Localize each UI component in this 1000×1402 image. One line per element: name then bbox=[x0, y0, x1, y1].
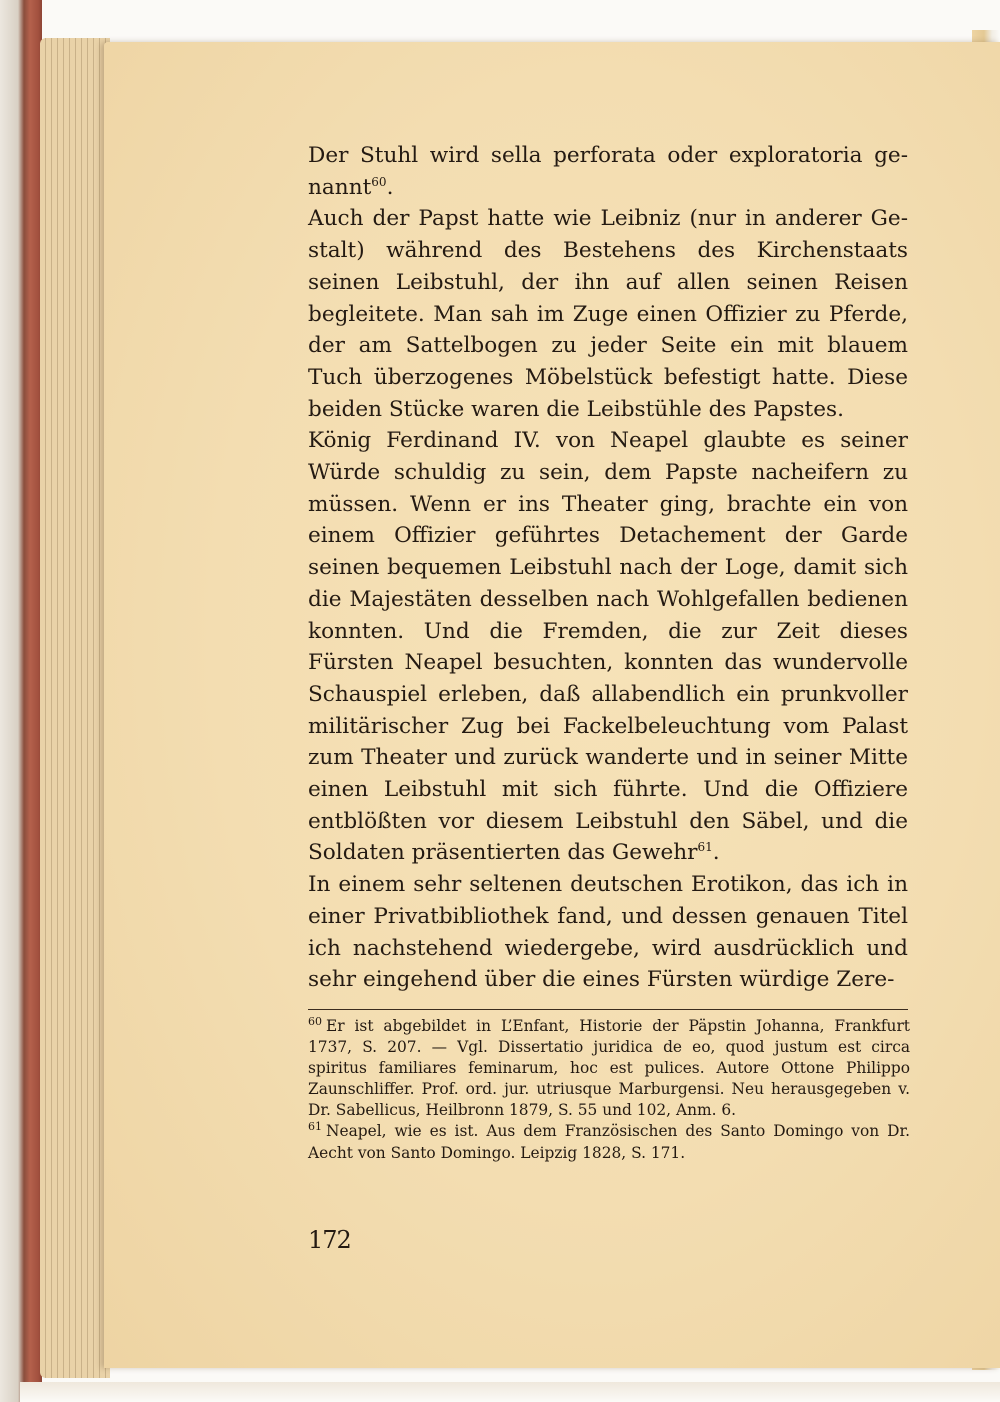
footnote-number: 61 bbox=[308, 1120, 322, 1134]
footnote-divider bbox=[308, 1009, 908, 1010]
paragraph-1-end: . bbox=[386, 174, 394, 200]
footnotes bbox=[308, 1016, 910, 1164]
page-number: 172 bbox=[308, 1226, 351, 1254]
paragraph-2: Auch der Papst hatte wie Leibniz (nur in anderer Gestalt) während des Bestehens des Kirchenstaats seinen Leibstuhl, der ihn auf allen seinen Reisen begleitete. Man sah im Zuge einen Offizier zu Pferde, der am Sattelbogen zu jeder Seite ein mit blauem Tuch überzogenes Möbelstück befestigt hatte. Diese beiden Stücke waren die Leibstühle des Papstes. bbox=[308, 206, 908, 422]
paragraph-1 bbox=[308, 140, 908, 203]
main-text bbox=[308, 140, 908, 996]
footnote-ref-61: 61 bbox=[697, 840, 713, 855]
footnote-number: 60 bbox=[308, 1014, 322, 1028]
paragraph-4: In einem sehr seltenen deutschen Erotikon, das ich in einer Privatbibliothek fand, und dessen genauen Titel ich nachstehend wiedergebe, wird ausdrücklich und sehr eingehend über die eines Fürsten würdige Zere- bbox=[308, 872, 908, 993]
book-cover-edge bbox=[0, 0, 42, 1402]
footnote-ref-60: 60 bbox=[371, 174, 387, 189]
paragraph-3-text: König Ferdinand IV. von Neapel glaubte es seiner Würde schuldig zu sein, dem Papste nacheifern zu müssen. Wenn er ins Theater ging, brachte ein von einem Offizier geführtes Detachement der Garde seinen bequemen Leibstuhl nach der Loge, damit sich die Majestäten desselben nach Wohlgefallen bedienen konnten. Und die Fremden, die zur Zeit dieses Fürsten Neapel besuchten, konnten das wundervolle Schauspiel erleben, daß allabendlich ein prunkvoller militärischer Zug bei Fackelbeleuchtung vom Palast zum Theater und zurück wanderte und in seiner Mitte einen Leibstuhl mit sich führte. Und die Offiziere entblößten vor diesem Leibstuhl den Säbel, und die Soldaten präsentierten das Gewehr bbox=[308, 428, 908, 866]
paragraph-1-text: Der Stuhl wird sella perforata oder exploratoria genannt bbox=[308, 143, 908, 200]
footnote-60 bbox=[308, 1016, 910, 1121]
footnote-text: Er ist abgebildet in L’Enfant, Historie der Päpstin Johanna, Frankfurt 1737, S. 207. — Vgl. Dissertatio juridica de eo, quod justum est circa spiritus familiares feminarum, hoc est pulices. Autore Ottone Philippo Zaunschliffer. Prof. ord. jur. utriusque Marburgensi. Neu herausgegeben v. Dr. Sabellicus, Heilbronn 1879, S. 55 und 102, Anm. 6. bbox=[308, 1017, 910, 1120]
footnote-text: Neapel, wie es ist. Aus dem Französischen des Santo Domingo von Dr. Aecht von Santo Domingo. Leipzig 1828, S. 171. bbox=[308, 1122, 910, 1162]
page-stack-edges bbox=[40, 38, 110, 1378]
paragraph-3 bbox=[308, 425, 908, 869]
footnote-61 bbox=[308, 1121, 910, 1163]
scan-bottom-margin bbox=[20, 1382, 1000, 1402]
paragraph-3-end: . bbox=[712, 840, 720, 866]
